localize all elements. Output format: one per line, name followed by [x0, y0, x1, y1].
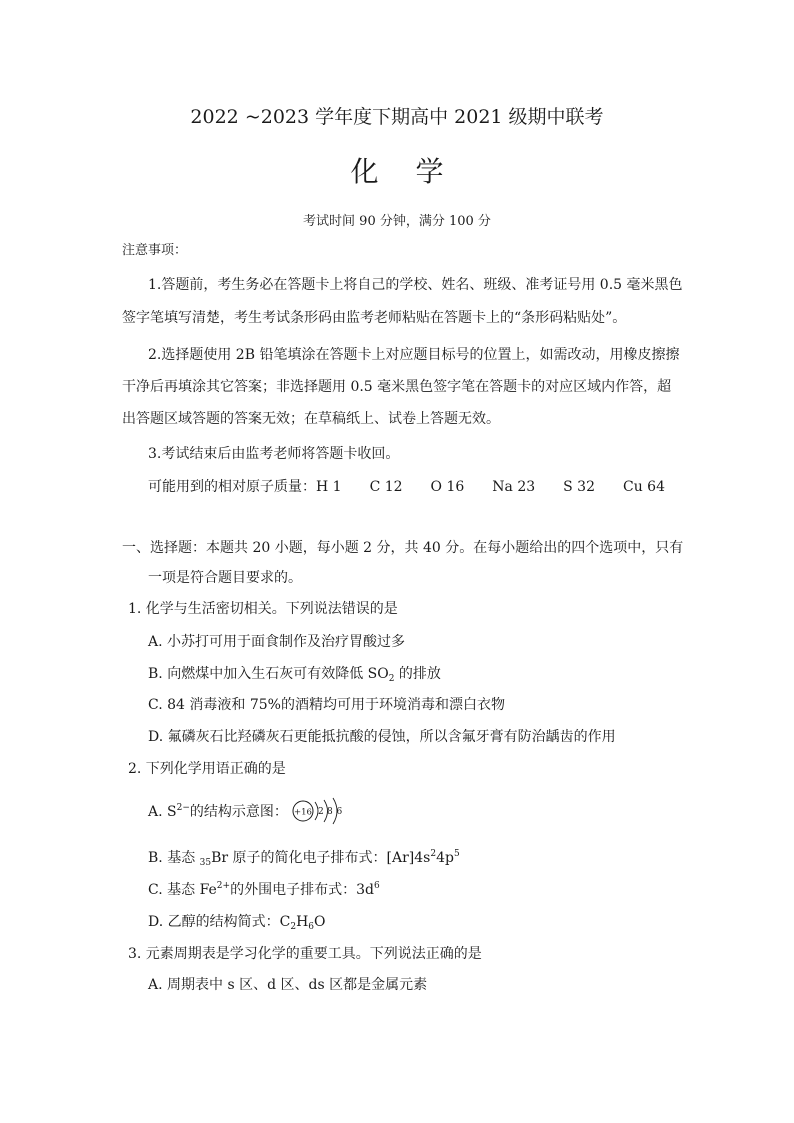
question-1-stem: 1. 化学与生活密切相关。下列说法错误的是 — [128, 601, 398, 617]
exam-title: 2022 ~2023 学年度下期高中 2021 级期中联考 — [190, 106, 604, 128]
subject-title: 化 学 — [350, 155, 458, 188]
section-1-line-2: 一项是符合题目要求的。 — [148, 570, 302, 586]
shell-2-electron-count: 8 — [327, 807, 333, 817]
question-1-option-b: B. 向燃煤中加入生石灰可有效降低 $SO_2$ 的排放 — [148, 666, 441, 684]
notice-item-3: 3.考试结束后由监考老师将答题卡收回。 — [148, 446, 400, 462]
question-2-option-c: C. 基态 $Fe^{2+}$的外围电子排布式：$3d^6$ — [148, 881, 380, 898]
sulfide-ion-structure-diagram — [291, 796, 351, 826]
question-1-option-a: A. 小苏打可用于面食制作及治疗胃酸过多 — [148, 634, 406, 650]
notice-heading: 注意事项： — [122, 243, 188, 258]
notice-item-2-line-1: 2.选择题使用 2B 铅笔填涂在答题卡上对应题目标号的位置上，如需改动，用橡皮擦擦 — [148, 347, 680, 363]
exam-time-info: 考试时间 90 分钟，满分 100 分 — [303, 214, 491, 229]
question-2-stem: 2. 下列化学用语正确的是 — [128, 761, 286, 777]
question-3-option-a: A. 周期表中 s 区、d 区、ds 区都是金属元素 — [148, 977, 428, 993]
shell-1-electron-count: 2 — [318, 807, 324, 817]
question-2-option-d: D. 乙醇的结构简式：$C_2H_6O$ — [148, 914, 326, 932]
question-1-option-d: D. 氟磷灰石比羟磷灰石更能抵抗酸的侵蚀，所以含氟牙膏有防治龋齿的作用 — [148, 729, 616, 745]
question-2-option-b: B. 基态 $_{35}$Br 原子的简化电子排布式：$[Ar]4s^24p^5$ — [148, 849, 460, 868]
notice-item-1-line-1: 1.答题前，考生务必在答题卡上将自己的学校、姓名、班级、准考证号用 0.5 毫米黑色 — [148, 277, 683, 293]
question-2-option-a: A. $S^{2-}$的结构示意图： — [148, 803, 288, 820]
section-1-line-1: 一、选择题：本题共 20 小题，每小题 2 分，共 40 分。在每小题给出的四个选项中，只有 — [122, 540, 684, 556]
nucleus-charge-label: +16 — [294, 807, 312, 818]
notice-item-1-line-2: 签字笔填写清楚，考生考试条形码由监考老师粘贴在答题卡上的“条形码粘贴处”。 — [122, 310, 627, 326]
question-1-option-c: C. 84 消毒液和 75%的酒精均可用于环境消毒和漂白衣物 — [148, 697, 505, 713]
question-3-stem: 3. 元素周期表是学习化学的重要工具。下列说法正确的是 — [128, 946, 482, 962]
shell-3-electron-count: 6 — [336, 807, 343, 817]
notice-item-2-line-2: 干净后再填涂其它答案；非选择题用 0.5 毫米黑色签字笔在答题卡的对应区域内作答，超 — [122, 379, 672, 395]
notice-item-2-line-3: 出答题区域答题的答案无效；在草稿纸上、试卷上答题无效。 — [122, 411, 500, 427]
atomic-mass-line: 可能用到的相对原子质量：H 1 C 12 O 16 Na 23 S 32 Cu 64 — [148, 479, 665, 495]
